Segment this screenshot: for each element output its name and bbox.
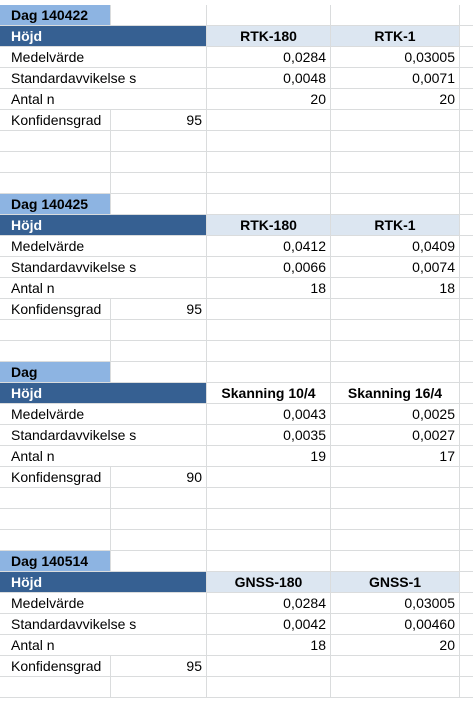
empty-cell[interactable] [460, 467, 473, 488]
empty-cell[interactable] [207, 509, 331, 530]
empty-cell[interactable] [207, 299, 331, 320]
empty-cell[interactable] [111, 509, 207, 530]
row-label-cell[interactable]: Standardavvikelse s [0, 425, 207, 446]
empty-cell[interactable] [207, 467, 331, 488]
data-row [0, 614, 473, 635]
empty-cell[interactable] [460, 257, 473, 278]
value-cell[interactable]: 0,0074 [331, 257, 460, 278]
empty-cell[interactable] [460, 152, 473, 173]
empty-cell[interactable] [207, 5, 331, 26]
empty-cell[interactable] [207, 530, 331, 551]
empty-cell[interactable] [331, 467, 460, 488]
row-label-cell[interactable]: Standardavvikelse s [0, 68, 207, 89]
empty-row [0, 509, 473, 530]
value-cell[interactable]: 0,0412 [207, 236, 331, 257]
header-row [0, 383, 473, 404]
empty-cell[interactable] [111, 194, 207, 215]
confidence-label-cell[interactable]: Konfidensgrad [0, 299, 111, 320]
empty-row [0, 152, 473, 173]
empty-cell[interactable] [331, 551, 460, 572]
empty-cell[interactable] [460, 593, 473, 614]
data-row [0, 257, 473, 278]
empty-cell[interactable] [111, 530, 207, 551]
value-cell[interactable]: 19 [207, 446, 331, 467]
empty-row [0, 677, 473, 698]
data-row [0, 278, 473, 299]
empty-cell[interactable] [111, 677, 207, 698]
empty-cell[interactable] [207, 131, 331, 152]
empty-cell[interactable] [207, 341, 331, 362]
day-row [0, 194, 473, 215]
empty-cell[interactable] [331, 299, 460, 320]
empty-cell[interactable] [460, 425, 473, 446]
value-cell[interactable]: 0,0025 [331, 404, 460, 425]
height-header-cell[interactable]: Höjd [0, 26, 207, 47]
empty-row [0, 173, 473, 194]
empty-cell[interactable] [460, 173, 473, 194]
day-cell[interactable]: Dag [0, 362, 111, 383]
value-cell[interactable]: 20 [207, 89, 331, 110]
empty-cell[interactable] [111, 173, 207, 194]
empty-cell[interactable] [460, 131, 473, 152]
empty-row [0, 488, 473, 509]
value-cell[interactable]: 0,0048 [207, 68, 331, 89]
row-label-cell[interactable]: Antal n [0, 635, 207, 656]
empty-cell[interactable] [331, 110, 460, 131]
empty-cell[interactable] [0, 488, 111, 509]
empty-cell[interactable] [460, 404, 473, 425]
data-row [0, 635, 473, 656]
day-row [0, 5, 473, 26]
height-header-cell[interactable]: Höjd [0, 383, 207, 404]
empty-row [0, 530, 473, 551]
value-cell[interactable]: 0,03005 [331, 593, 460, 614]
header-row [0, 26, 473, 47]
data-row [0, 425, 473, 446]
empty-cell[interactable] [331, 656, 460, 677]
empty-cell[interactable] [111, 5, 207, 26]
value-cell[interactable]: 0,0043 [207, 404, 331, 425]
confidence-row [0, 110, 473, 131]
empty-cell[interactable] [331, 194, 460, 215]
data-row [0, 446, 473, 467]
empty-cell[interactable] [460, 89, 473, 110]
value-cell[interactable]: 17 [331, 446, 460, 467]
empty-cell[interactable] [460, 362, 473, 383]
empty-cell[interactable] [207, 194, 331, 215]
confidence-label-cell[interactable]: Konfidensgrad [0, 467, 111, 488]
empty-cell[interactable] [111, 551, 207, 572]
column-header-cell[interactable]: Skanning 10/4 [207, 383, 331, 404]
column-header-cell[interactable]: GNSS-180 [207, 572, 331, 593]
value-cell[interactable]: 0,0066 [207, 257, 331, 278]
day-cell[interactable]: Dag 140425 [0, 194, 111, 215]
confidence-row [0, 656, 473, 677]
empty-cell[interactable] [0, 152, 111, 173]
empty-cell[interactable] [460, 278, 473, 299]
empty-cell[interactable] [460, 5, 473, 26]
empty-cell[interactable] [460, 320, 473, 341]
value-cell[interactable]: 0,0035 [207, 425, 331, 446]
height-header-cell[interactable]: Höjd [0, 572, 207, 593]
empty-row [0, 131, 473, 152]
header-row [0, 572, 473, 593]
row-label-cell[interactable]: Antal n [0, 89, 207, 110]
empty-row [0, 320, 473, 341]
empty-cell[interactable] [331, 5, 460, 26]
empty-cell[interactable] [460, 551, 473, 572]
empty-cell[interactable] [0, 131, 111, 152]
empty-cell[interactable] [0, 173, 111, 194]
confidence-label-cell[interactable]: Konfidensgrad [0, 656, 111, 677]
empty-cell[interactable] [207, 677, 331, 698]
empty-cell[interactable] [460, 299, 473, 320]
column-header-cell[interactable]: Skanning 16/4 [331, 383, 460, 404]
row-label-cell[interactable]: Standardavvikelse s [0, 614, 207, 635]
empty-cell[interactable] [207, 173, 331, 194]
confidence-value-cell[interactable]: 90 [111, 467, 207, 488]
empty-cell[interactable] [460, 236, 473, 257]
day-cell[interactable]: Dag 140514 [0, 551, 111, 572]
empty-cell[interactable] [460, 572, 473, 593]
confidence-label-cell[interactable]: Konfidensgrad [0, 110, 111, 131]
empty-cell[interactable] [111, 320, 207, 341]
empty-cell[interactable] [111, 131, 207, 152]
value-cell[interactable]: 20 [331, 635, 460, 656]
row-label-cell[interactable]: Standardavvikelse s [0, 257, 207, 278]
empty-cell[interactable] [331, 173, 460, 194]
value-cell[interactable]: 0,00460 [331, 614, 460, 635]
confidence-row [0, 299, 473, 320]
confidence-value-cell[interactable]: 95 [111, 110, 207, 131]
row-label-cell[interactable]: Antal n [0, 278, 207, 299]
empty-cell[interactable] [0, 677, 111, 698]
data-row [0, 236, 473, 257]
row-label-cell[interactable]: Medelvärde [0, 47, 207, 68]
column-header-cell[interactable]: RTK-180 [207, 26, 331, 47]
empty-cell[interactable] [207, 110, 331, 131]
value-cell[interactable]: 18 [207, 278, 331, 299]
value-cell[interactable]: 0,03005 [331, 47, 460, 68]
empty-cell[interactable] [0, 320, 111, 341]
empty-cell[interactable] [460, 677, 473, 698]
empty-cell[interactable] [460, 341, 473, 362]
column-header-cell[interactable]: RTK-1 [331, 26, 460, 47]
value-cell[interactable]: 0,0071 [331, 68, 460, 89]
empty-cell[interactable] [331, 341, 460, 362]
empty-cell[interactable] [331, 152, 460, 173]
data-row [0, 47, 473, 68]
value-cell[interactable]: 20 [331, 89, 460, 110]
day-row [0, 551, 473, 572]
value-cell[interactable]: 0,0409 [331, 236, 460, 257]
empty-cell[interactable] [0, 530, 111, 551]
confidence-value-cell[interactable]: 95 [111, 299, 207, 320]
empty-cell[interactable] [460, 530, 473, 551]
empty-cell[interactable] [331, 488, 460, 509]
value-cell[interactable]: 18 [207, 635, 331, 656]
empty-cell[interactable] [111, 152, 207, 173]
empty-cell[interactable] [331, 320, 460, 341]
empty-cell[interactable] [111, 488, 207, 509]
column-header-cell[interactable]: RTK-1 [331, 215, 460, 236]
data-row [0, 404, 473, 425]
empty-cell[interactable] [460, 635, 473, 656]
height-header-cell[interactable]: Höjd [0, 215, 207, 236]
empty-row [0, 341, 473, 362]
empty-cell[interactable] [207, 656, 331, 677]
row-label-cell[interactable]: Antal n [0, 446, 207, 467]
empty-cell[interactable] [460, 47, 473, 68]
day-cell[interactable]: Dag 140422 [0, 5, 111, 26]
data-row [0, 89, 473, 110]
value-cell[interactable]: 0,0284 [207, 47, 331, 68]
empty-cell[interactable] [460, 215, 473, 236]
empty-cell[interactable] [331, 677, 460, 698]
day-row [0, 362, 473, 383]
empty-cell[interactable] [207, 320, 331, 341]
empty-cell[interactable] [460, 26, 473, 47]
row-label-cell[interactable]: Medelvärde [0, 404, 207, 425]
confidence-row [0, 467, 473, 488]
empty-cell[interactable] [460, 383, 473, 404]
empty-cell[interactable] [331, 362, 460, 383]
empty-cell[interactable] [460, 509, 473, 530]
empty-cell[interactable] [111, 341, 207, 362]
empty-cell[interactable] [331, 530, 460, 551]
value-cell[interactable]: 0,0042 [207, 614, 331, 635]
value-cell[interactable]: 18 [331, 278, 460, 299]
empty-cell[interactable] [460, 110, 473, 131]
data-row [0, 68, 473, 89]
value-cell[interactable]: 0,0284 [207, 593, 331, 614]
empty-cell[interactable] [207, 152, 331, 173]
empty-cell[interactable] [111, 362, 207, 383]
empty-cell[interactable] [331, 509, 460, 530]
empty-cell[interactable] [207, 488, 331, 509]
empty-cell[interactable] [460, 68, 473, 89]
empty-cell[interactable] [207, 551, 331, 572]
empty-cell[interactable] [331, 131, 460, 152]
row-label-cell[interactable]: Medelvärde [0, 236, 207, 257]
row-label-cell[interactable]: Medelvärde [0, 593, 207, 614]
confidence-value-cell[interactable]: 95 [111, 656, 207, 677]
data-row [0, 593, 473, 614]
empty-cell[interactable] [0, 509, 111, 530]
empty-cell[interactable] [0, 341, 111, 362]
empty-cell[interactable] [460, 656, 473, 677]
column-header-cell[interactable]: GNSS-1 [331, 572, 460, 593]
column-header-cell[interactable]: RTK-180 [207, 215, 331, 236]
empty-cell[interactable] [460, 614, 473, 635]
empty-cell[interactable] [207, 362, 331, 383]
empty-cell[interactable] [460, 446, 473, 467]
empty-cell[interactable] [460, 194, 473, 215]
header-row [0, 215, 473, 236]
empty-cell[interactable] [460, 488, 473, 509]
value-cell[interactable]: 0,0027 [331, 425, 460, 446]
